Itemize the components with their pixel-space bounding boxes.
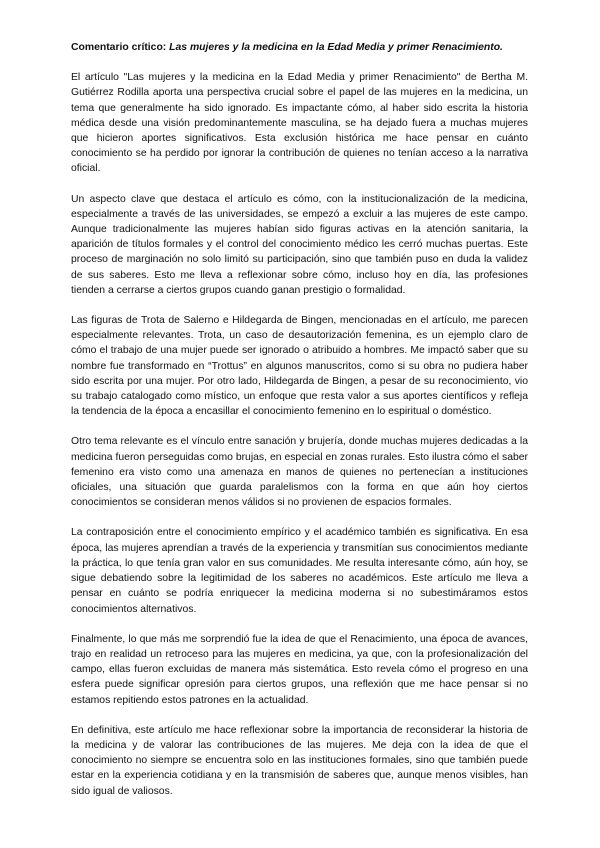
paragraph-witchcraft: Otro tema relevante es el vínculo entre sanación y brujería, donde muchas mujeres dedicadas a la medicina fueron perseguidas como brujas, en especial en zonas rurales. Esto ilustra cómo el saber femenino era visto como una amenaza en manos de quienes no pertenecían a instituciones oficiales, una situación que guarda paralelismos con la forma en que aún hoy ciertos conocimientos se consideran menos válidos si no provienen de espacios formales. [71, 436, 528, 509]
title-lead: Comentario crítico: [71, 42, 167, 53]
paragraph-intro: El artículo "Las mujeres y la medicina en la Edad Media y primer Renacimiento" de Bertha M. Gutiérrez Rodilla aporta una perspectiva crucial sobre el papel de las mujeres en la medicina, un tema que generalmente ha sido ignorado. Es impactante cómo, al haber sido escrita la historia médica desde una visión predominantemente masculina, se ha dejado fuera a muchas mujeres que hicieron aportes significativos. Esta exclusión histórica me hace pensar en cuánto conocimiento se ha perdido por ignorar la contribución de quienes no tenían acceso a la narrativa oficial. [71, 72, 528, 175]
paragraph-trota-hildegarda: Las figuras de Trota de Salerno e Hildegarda de Bingen, mencionadas en el artículo, me parecen especialmente relevantes. Trota, un caso de desautorización femenina, es un ejemplo claro de cómo el trabajo de una mujer puede ser ignorado o atribuido a hombres. Me impactó saber que su nombre fue transformado en “Trottus” en algunos manuscritos, como si su obra no pudiera haber sido escrita por una mujer. Por otro lado, Hildegarda de Bingen, a pesar de su reconocimiento, vio su trabajo catalogado como místico, un enfoque que resta valor a sus aportes científicos y refleja la tendencia de la época a encasillar el conocimiento femenino en lo espiritual o doméstico. [71, 315, 528, 418]
paragraph-institutionalization: Un aspecto clave que destaca el artículo es cómo, con la institucionalización de la medicina, especialmente a través de las universidades, se empezó a excluir a las mujeres de este campo. Aunque tradicionalmente las mujeres habían sido figuras activas en la atención sanitaria, la aparición de títulos formales y el control del conocimiento médico les cerró muchas puertas. Este proceso de marginación no solo limitó su participación, sino que también puso en duda la validez de sus saberes. Esto me lleva a reflexionar sobre cómo, incluso hoy en día, las profesiones tienden a cerrarse a ciertos grupos cuando ganan prestigio o formalidad. [71, 193, 528, 296]
title-subject: Las mujeres y la medicina en la Edad Media y primer Renacimiento. [169, 42, 503, 53]
paragraph-renaissance: Finalmente, lo que más me sorprendió fue la idea de que el Renacimiento, una época de avances, trajo en realidad un retroceso para las mujeres en medicina, ya que, con la profesionalización del campo, ellas fueron excluidas de manera más sistemática. Esto revela cómo el progreso en una esfera puede significar opresión para ciertos grupos, una reflexión que me hace pensar si no estamos repitiendo estos patrones en la actualidad. [71, 633, 528, 706]
document-title [71, 40, 528, 55]
paragraph-empirical-knowledge: La contraposición entre el conocimiento empírico y el académico también es significativa. En esa época, las mujeres aprendían a través de la experiencia y transmitían sus conocimientos mediante la práctica, lo que tenía gran valor en sus comunidades. Me resulta interesante cómo, aún hoy, se sigue debatiendo sobre la legitimidad de los saberes no académicos. Este artículo me lleva a pensar en cuánto se podría enriquecer la medicina moderna si no subestimáramos estos conocimientos alternativos. [71, 527, 528, 615]
paragraph-conclusion: En definitiva, este artículo me hace reflexionar sobre la importancia de reconsiderar la historia de la medicina y de valorar las contribuciones de las mujeres. Me deja con la idea de que el conocimiento no siempre se encuentra solo en las instituciones formales, sino que también puede estar en la experiencia cotidiana y en la transmisión de saberes que, aunque menos visibles, han sido igual de valiosos. [71, 724, 528, 797]
document-page [71, 40, 528, 814]
